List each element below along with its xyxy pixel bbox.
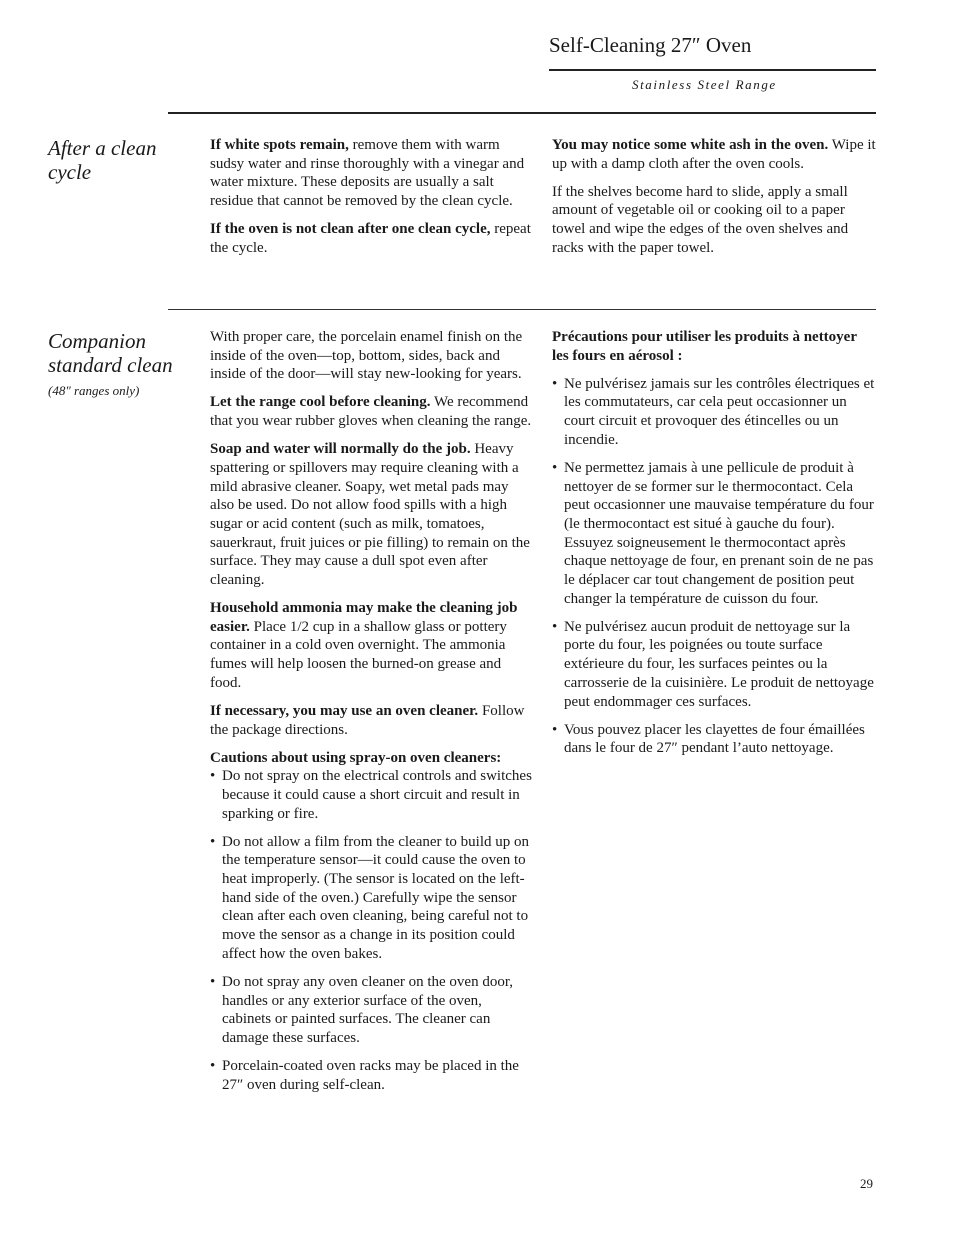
list-item: • Do not spray on the electrical controls and switches because it could cause a short circuit and result in sparking or fire. (210, 768, 532, 822)
bullet-icon: • (552, 375, 558, 392)
bullet-icon: • (552, 721, 558, 738)
section2-left-column (210, 328, 534, 1104)
paragraph: You may notice some white ash in the oven. Wipe it up with a damp cloth after the oven cools. (552, 137, 876, 172)
paragraph: If the oven is not clean after one clean cycle, repeat the cycle. (210, 221, 531, 256)
section1-right-column (552, 136, 876, 267)
list-item: • Ne pulvérisez aucun produit de nettoyage sur la porte du four, les poignées ou toute surface extérieure du four, les surfaces peintes ou la carrosserie de la cuisinière. Le produit de nettoyage peut endommager ces surfaces. (552, 618, 874, 710)
paragraph: Let the range cool before cleaning. We recommend that you wear rubber gloves when cleaning the range. (210, 394, 532, 430)
bullet-icon: • (210, 833, 216, 850)
page-header-title: Self-Cleaning 27″ Oven (549, 33, 752, 57)
bullet-icon: • (210, 1057, 216, 1074)
section-heading-text: Companion standard clean (48, 329, 173, 377)
list-item: • Vous pouvez placer les clayettes de four émaillées dans le four de 27″ pendant l’auto nettoyage. (552, 721, 865, 757)
cautions-list (210, 767, 534, 1094)
bullet-icon: • (552, 459, 558, 476)
paragraph: If white spots remain, remove them with warm sudsy water and rinse thoroughly with a vinegar and water mixture. These deposits are usually a salt residue that cannot be removed by the clean cycle. (210, 137, 525, 210)
section1-left-column (210, 136, 534, 267)
list-item: • Porcelain-coated oven racks may be placed in the 27″ oven during self-clean. (210, 1057, 519, 1093)
paragraph: With proper care, the porcelain enamel finish on the inside of the oven—top, bottom, sides, back and inside of the door—will stay new-looking for years. (210, 329, 523, 383)
section2-right-column (552, 328, 876, 767)
paragraph: If necessary, you may use an oven cleaner. Follow the package directions. (210, 702, 525, 738)
header-rule (549, 69, 876, 71)
list-item: • Do not spray any oven cleaner on the oven door, handles or any exterior surface of the oven, cabinets or painted surfaces. The cleaner can damage these surfaces. (210, 973, 513, 1046)
section-heading-text: After a clean cycle (48, 136, 157, 184)
list-title: Cautions about using spray-on oven cleaners: (210, 749, 502, 766)
list-item: • Do not allow a film from the cleaner to build up on the temperature sensor—it could cause the oven to heat improperly. (The sensor is located on the left-hand side of the oven.) Carefully wipe the sensor clean after each oven cleaning, being careful not to move the sensor as a change in its position could affect how the oven bakes. (210, 833, 530, 962)
paragraph: Soap and water will normally do the job. Heavy spattering or spillovers may require cleaning with a mild abrasive cleaner. Soapy, wet metal pads may also be used. Do not allow food spills with a high sugar or acid content (such as milk, tomatoes, sauerkraut, fruit juices or pie filling) to remain on the surface. They may cause a dull spot even after cleaning. (210, 441, 530, 589)
list-title: Précautions pour utiliser les produits à nettoyer les fours en aérosol : (552, 329, 857, 364)
list-item: • Ne permettez jamais à une pellicule de produit à nettoyer de se former sur le thermocontact. Cela peut occasionner une mauvaise température du four (le thermocontact est situé à gauche du four). Essuyez soigneusement le thermocontact après chaque nettoyage de four, en prenant soin de ne pas le déplacer car tout changement de position peut changer la température de cuisson du four. (552, 459, 874, 607)
bullet-icon: • (552, 618, 558, 635)
bullet-icon: • (210, 973, 216, 990)
paragraph: If the shelves become hard to slide, apply a small amount of vegetable oil or cooking oil to a paper towel and wipe the edges of the oven shelves and racks with the paper towel. (552, 183, 849, 256)
precautions-list (552, 375, 876, 758)
section-heading-companion-clean (48, 330, 173, 401)
bullet-icon: • (210, 768, 216, 785)
section-divider-top (168, 112, 876, 114)
list-item: • Ne pulvérisez jamais sur les contrôles électriques et les commutateurs, car cela peut occasionner un court circuit et provoquer des étincelles ou un incendie. (552, 375, 875, 448)
section-heading-after-clean-cycle (48, 137, 166, 184)
page-header-subtitle: Stainless Steel Range (632, 77, 777, 92)
paragraph: Household ammonia may make the cleaning job easier. Place 1/2 cup in a shallow glass or pottery container in a cold oven overnight. The ammonia fumes will help loosen the burned-on grease and food. (210, 600, 518, 691)
section-note: (48″ ranges only) (48, 383, 140, 398)
page-number: 29 (860, 1176, 873, 1191)
section-divider (168, 309, 876, 310)
